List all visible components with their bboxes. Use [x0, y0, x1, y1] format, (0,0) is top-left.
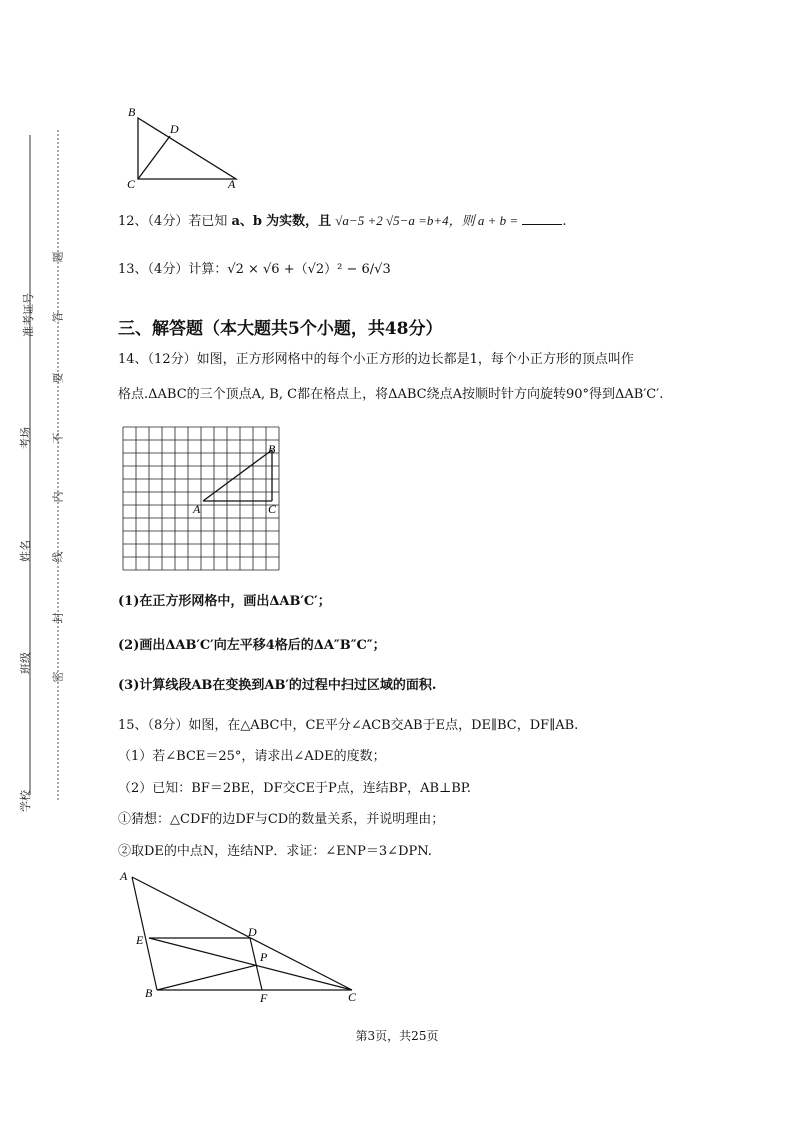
fig11-label-c: C	[127, 177, 136, 191]
seal-char: 线	[51, 551, 65, 563]
q12-vars: a、b	[231, 214, 262, 229]
fig15-label-c: C	[348, 990, 357, 1004]
seal-char: 题	[51, 251, 65, 263]
fig11-label-a: A	[228, 177, 236, 191]
fig15-label-d: D	[248, 925, 257, 939]
q14-grid-figure	[120, 424, 286, 580]
fig15-label-f: F	[260, 991, 268, 1005]
q15-figure	[112, 865, 372, 1007]
fig11-label-b: B	[128, 105, 136, 119]
label-exam-id: 准考证号	[22, 293, 35, 337]
label-exam-room: 考场	[19, 427, 32, 449]
seal-char: 要	[51, 372, 65, 384]
seal-char: 封	[51, 612, 65, 624]
q14-line2: 格点.ΔABC的三个顶点A, B, C都在格点上，将ΔABC绕点A按顺时针方向旋转90°得到ΔAB′C′.	[118, 387, 664, 402]
fig11-label-d: D	[170, 122, 179, 136]
q12-suffix: .	[562, 214, 567, 229]
q15-line1: 15、（8分）如图，在△ABC中，CE平分∠ACB交AB于E点，DE∥BC，DF∥AB.	[118, 718, 579, 733]
q12-answer-blank[interactable]	[522, 212, 562, 225]
seal-char: 答	[51, 311, 65, 323]
q12-prefix: 12、（4分）若已知	[118, 214, 228, 229]
q15-line5: ②取DE的中点N，连结NP．求证：∠ENP＝3∠DPN.	[118, 844, 432, 859]
q14-line1: 14、（12分）如图，正方形网格中的每个小正方形的边长都是1，每个小正方形的顶点叫作	[118, 352, 634, 367]
fig15-label-e: E	[136, 933, 144, 947]
q15-line2: （1）若∠BCE＝25°，请求出∠ADE的度数；	[118, 749, 386, 764]
q15-line4: ①猜想：△CDF的边DF与CD的数量关系，并说明理由；	[118, 812, 445, 827]
seal-char: 不	[51, 432, 65, 444]
seal-char: 内	[51, 491, 65, 503]
fig15-label-b: B	[145, 986, 153, 1000]
grid-label-b: B	[268, 442, 276, 456]
page-footer: 第3页，共25页	[355, 1029, 439, 1043]
q15-line3: （2）已知：BF＝2BE，DF交CE于P点，连结BP，AB⊥BP.	[118, 781, 472, 796]
q14-sub1: (1)在正方形网格中，画出ΔAB′C′；	[118, 594, 331, 609]
q14-sub2: (2)画出ΔAB′C′向左平移4格后的ΔA″B″C″；	[118, 638, 386, 653]
q12-expression: √a−5 +2 √5−a =b+4，则 a + b =	[335, 213, 519, 228]
figure-triangle-bdca	[120, 100, 250, 195]
margin-lines	[0, 0, 80, 1123]
question-13: 13、（4分）计算：√2 × √6 +（√2）² − 6/√3	[118, 262, 391, 277]
fig15-label-a: A	[120, 869, 128, 883]
label-class: 班级	[19, 652, 32, 674]
seal-char: 密	[51, 671, 65, 683]
grid-label-c: C	[268, 502, 277, 516]
label-school: 学校	[19, 790, 32, 812]
section-title: 三、解答题（本大题共5个小题，共48分）	[118, 319, 443, 339]
q12-mid: 为实数，且	[266, 214, 332, 229]
q14-sub3: (3)计算线段AB在变换到AB′的过程中扫过区域的面积.	[118, 678, 437, 693]
label-name: 姓名	[19, 540, 32, 562]
grid-label-a: A	[193, 502, 201, 516]
fig15-label-p: P	[260, 950, 268, 964]
question-12	[118, 211, 567, 232]
